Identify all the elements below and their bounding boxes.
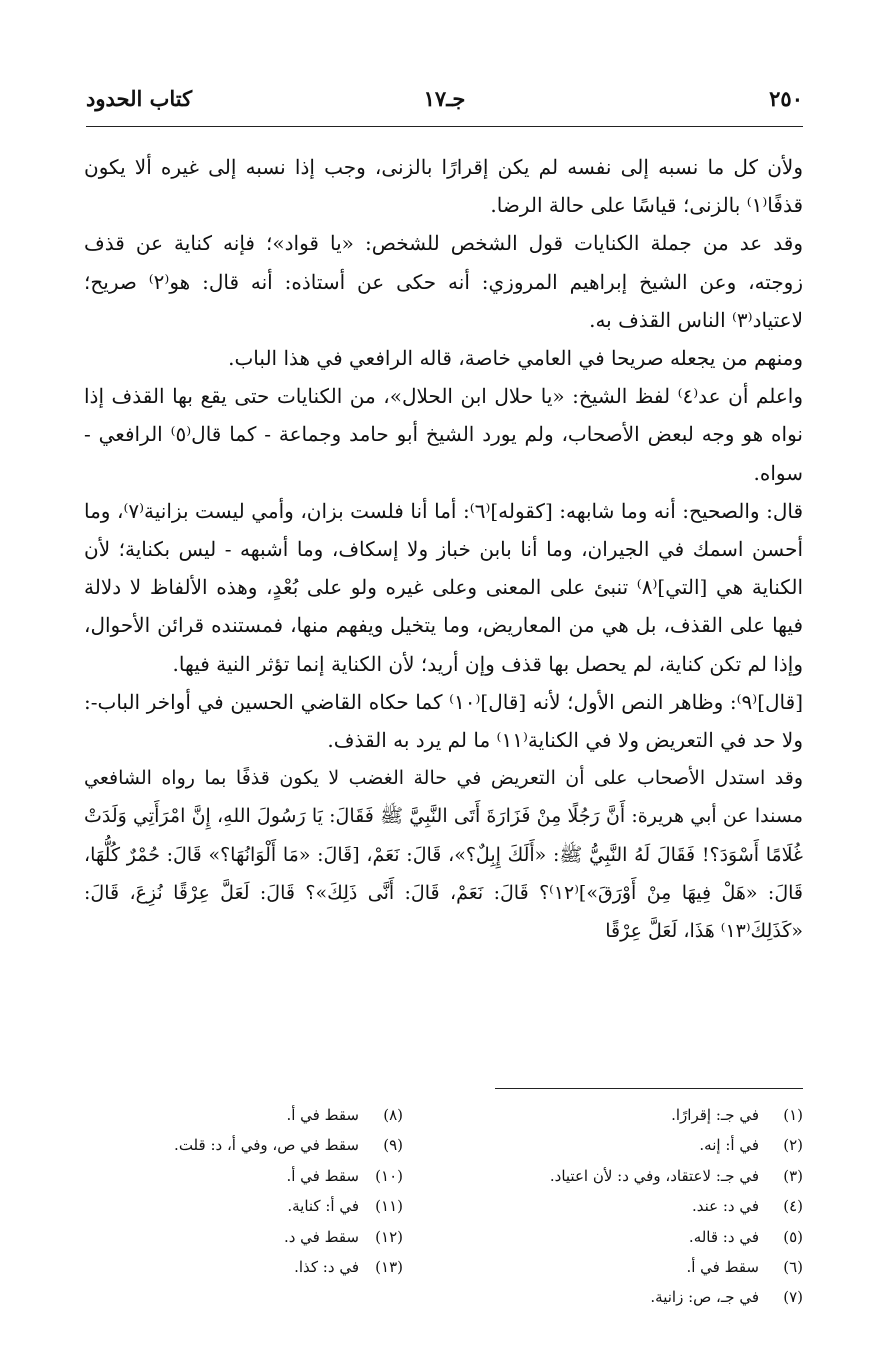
footnote-item <box>463 1130 803 1160</box>
footnote-item <box>463 1191 803 1221</box>
footnote-item <box>63 1130 403 1160</box>
footnote-item <box>63 1161 403 1191</box>
footnote-text: في أ: كناية. <box>287 1197 359 1216</box>
footnote-number: (١) <box>783 1106 803 1124</box>
footnote-number: (١٠) <box>375 1166 403 1185</box>
footnote-number: (٢) <box>783 1136 803 1155</box>
footnote-number: (٦) <box>783 1258 803 1277</box>
book-title: كتاب الحدود <box>86 86 193 111</box>
footnote-number: (٥) <box>783 1227 803 1246</box>
main-text <box>84 148 803 950</box>
volume-label: جـ١٧ <box>423 86 466 111</box>
footnote-text: سقط في أ. <box>686 1258 759 1277</box>
footnote-number: (٣) <box>783 1166 803 1185</box>
footnotes-right-column <box>463 1100 803 1313</box>
footnote-rule <box>495 1088 803 1089</box>
footnote-text: سقط في أ. <box>286 1106 359 1124</box>
paragraph-7: وقد استدل الأصحاب على أن التعريض في حالة الغضب لا يكون قذفًا بما رواه الشافعي مسندا عن أبي هريرة: أَنَّ رَجُلًا مِنْ فَزَارَةَ أَتَى النَّبِيَّ ﷺ فَقَالَ: يَا رَسُولَ اللهِ، إِنَّ امْرَأَتِي وَلَدَتْ غُلَامًا أَسْوَدَ؟! فَقَالَ لَهُ النَّبِيُّ ﷺ: «أَلَكَ إِبِلٌ؟»، قَالَ: نَعَمْ، [قَالَ: «مَا أَلْوَانُهَا؟» قَالَ: حُمْرٌ كُلُّهَا، قَالَ: «هَلْ فِيهَا مِنْ أَوْرَقَ»]⁽١٢⁾؟ قَالَ: نَعَمْ، قَالَ: أَنَّى ذَلِكَ»؟ قَالَ: لَعَلَّ عِرْقًا نُزِعَ، قَالَ: «كَذَلِكَ⁽١٣⁾ هَذَا، لَعَلَّ عِرْقًا <box>84 767 803 943</box>
footnote-text: في د: كذا. <box>294 1258 359 1277</box>
footnote-item <box>63 1252 403 1282</box>
footnote-text: سقط في د. <box>283 1227 359 1246</box>
footnote-text: في د: قاله. <box>688 1227 759 1246</box>
footnote-item <box>63 1191 403 1221</box>
footnote-item <box>463 1100 803 1130</box>
paragraph-6: [قال]⁽٩⁾: وظاهر النص الأول؛ لأنه [قال]⁽١٠⁾ كما حكاه القاضي الحسين في أواخر الباب-: ولا حد في التعريض ولا في الكناية⁽١١⁾ ما لم يرد به القذف. <box>84 689 803 753</box>
paragraph-5: قال: والصحيح: أنه وما شابهه: [كقوله]⁽٦⁾: أما أنا فلست بزان، وأمي ليست بزانية⁽٧⁾، وما أحسن اسمك في الجيران، وما أنا بابن خباز ولا إسكاف، وما أشبهه - ليس بكناية؛ لأن الكناية هي [التي]⁽٨⁾ تنبئ على المعنى وعلى غيره ولو على بُعْدٍ، وهذه الألفاظ لا دلالة فيها على القذف، بل هي من المعاريض، وما يتخيل ويفهم منها، فمستنده قرائن الأحوال، وإذا لم تكن كناية، لم يحصل بها قذف وإن أريد؛ لأن الكناية إنما تؤثر النية فيها. <box>84 498 804 676</box>
footnote-number: (٨) <box>383 1106 403 1124</box>
footnote-item <box>463 1282 803 1312</box>
footnote-number: (١٢) <box>375 1227 403 1246</box>
footnote-text: في جـ، ص: زانية. <box>650 1288 759 1307</box>
footnote-item <box>63 1100 403 1130</box>
footnote-item <box>463 1222 803 1252</box>
footnote-text: سقط في أ. <box>286 1166 359 1185</box>
footnote-item <box>463 1252 803 1282</box>
footnote-number: (٩) <box>383 1136 403 1155</box>
footnote-number: (٧) <box>783 1288 803 1307</box>
paragraph-2: وقد عد من جملة الكنايات قول الشخص للشخص: «يا قواد»؛ فإنه كناية عن قذف زوجته، وعن الشيخ إبراهيم المروزي: أنه حكى عن أستاذه: أنه قال: هو⁽٢⁾ صريح؛ لاعتياد⁽٣⁾ الناس القذف به. <box>84 231 804 332</box>
footnote-item <box>463 1161 803 1191</box>
footnote-text: في جـ: إقرارًا. <box>671 1106 759 1124</box>
paragraph-3: ومنهم من يجعله صريحا في العامي خاصة، قاله الرافعي في هذا الباب. <box>228 346 803 371</box>
footnote-text: في جـ: لاعتقاد، وفي د: لأن اعتياد. <box>549 1166 759 1185</box>
footnote-number: (٤) <box>783 1197 803 1216</box>
running-header <box>86 86 803 120</box>
footnote-item <box>63 1222 403 1252</box>
footnotes-left-column <box>63 1100 403 1282</box>
header-rule <box>86 126 803 127</box>
footnote-number: (١٣) <box>375 1258 403 1277</box>
footnote-text: في أ: إنه. <box>699 1136 759 1155</box>
footnote-number: (١١) <box>375 1197 403 1216</box>
paragraph-4: واعلم أن عد⁽٤⁾ لفظ الشيخ: «يا حلال ابن الحلال»، من الكنايات حتى يقع بها القذف إذا نواه هو وجه لبعض الأصحاب، ولم يورد الشيخ أبو حامد وجماعة - كما قال⁽٥⁾ الرافعي - سواه. <box>84 384 803 485</box>
page-number: ٢٥٠ <box>769 86 803 111</box>
footnote-text: في د: عند. <box>691 1197 759 1216</box>
footnote-text: سقط في ص، وفي أ، د: قلت. <box>174 1136 359 1155</box>
paragraph-1: ولأن كل ما نسبه إلى نفسه لم يكن إقرارًا بالزنى، وجب إذا نسبه إلى غيره ألا يكون قذفًا⁽١⁾ بالزنى؛ قياسًا على حالة الرضا. <box>84 155 803 218</box>
